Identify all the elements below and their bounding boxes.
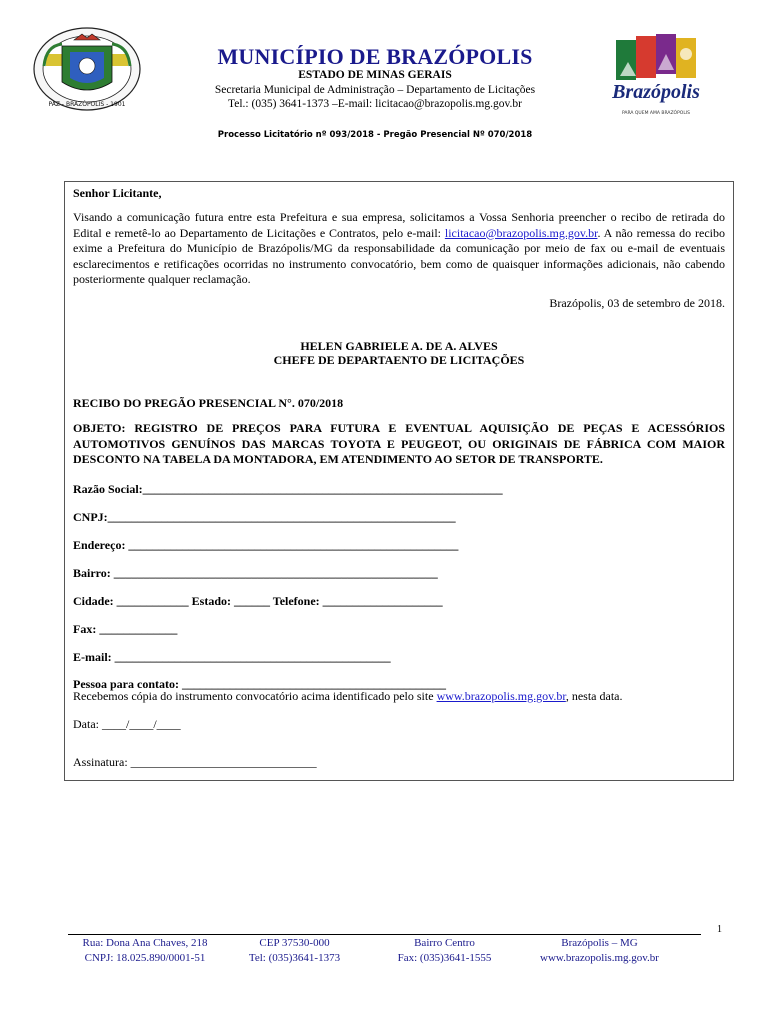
footer-city: Brazópolis – MG [561,937,638,949]
greeting: Senhor Licitante, [73,186,162,200]
bairro-field: Bairro: ______________________________________________________ [73,566,438,580]
paragraph-text-2: . A não remessa do recibo exime a Prefeitura do Município de Brazópolis/MG da responsabilidade da comunicação por meio de fax ou e-mail de eventuais esclarecimentos e retificações ocorridas no instrumento convocatório, bem como de quaisquer informações adicionais, não cabendo posteriormente qualquer reclamação. [73,225,725,286]
logo-wordmark: Brazópolis [612,81,700,103]
logo-tagline: PARA QUEM AMA BRAZÓPOLIS [621,111,691,116]
signature-field: Assinatura: _______________________________ [73,755,317,769]
copy-text-1: Recebemos cópia do instrumento convocatório acima identificado pelo site [73,689,437,703]
footer-site: www.brazopolis.mg.gov.br [540,951,659,964]
brazopolis-brand-logo [598,32,718,122]
footer-tel: Tel: (035)3641-1373 [248,951,341,964]
endereco-field: Endereço: _______________________________________________________ [73,538,459,552]
site-link[interactable]: www.brazopolis.mg.gov.br [436,689,566,703]
footer-column-bairro [382,936,507,965]
email-field: E-mail: ______________________________________________ [73,650,391,664]
email-link[interactable]: licitacao@brazopolis.mg.gov.br [444,225,598,240]
signer-role: CHEFE DE DEPARTAENTO DE LICITAÇÕES [273,353,525,367]
date-field: Data: ____/____/____ [73,717,181,731]
paragraph-text-1: Visando a comunicação futura entre esta Prefeitura e sua empresa, solicitamos a Vossa Senhoria preencher o recibo de retirada do Edital e remetê-lo ao Departamento de Licitações e Contratos, pelo e-mail: [73,210,725,240]
seal-text: PAZ - BRAZÓPOLIS - 1901 [48,101,126,108]
processo-line: Processo Licitatório nº 093/2018 - Pregão Presencial Nº 070/2018 [217,130,533,140]
footer-column-address [70,936,220,965]
secretaria-line: Secretaria Municipal de Administração – Departamento de Licitações [214,84,536,96]
footer-cep: CEP 37530-000 [259,937,330,949]
cidade-estado-telefone-field: Cidade: ____________ Estado: ______ Telefone: ____________________ [73,594,443,608]
footer-cnpj: CNPJ: 18.025.890/0001-51 [84,951,206,964]
footer-fax: Fax: (035)3641-1555 [397,951,492,964]
page-number: 1 [717,924,722,935]
cnpj-field: CNPJ:__________________________________________________________ [73,510,456,524]
footer-bairro: Bairro Centro [414,937,475,949]
footer-column-cep [232,936,357,965]
razao-social-field: Razão Social:____________________________________________________________ [73,482,503,496]
footer-column-city [527,936,672,965]
municipality-title: MUNICÍPIO DE BRAZÓPOLIS [217,44,533,69]
state-name: ESTADO DE MINAS GERAIS [298,69,452,81]
receipt-title: RECIBO DO PREGÃO PRESENCIAL N°. 070/2018 [73,396,344,410]
footer-address: Rua: Dona Ana Chaves, 218 [82,937,208,949]
signer-name: HELEN GABRIELE A. DE A. ALVES [300,339,498,353]
contact-line: Tel.: (035) 3641-1373 –E-mail: licitacao@brazopolis.mg.gov.br [228,98,522,110]
footer-divider [68,934,701,935]
copy-received-line [73,689,725,705]
date-place: Brazópolis, 03 de setembro de 2018. [549,296,725,310]
contact-person-field: Pessoa para contato: ____________________________________________ [73,677,446,691]
fax-field: Fax: _____________ [73,622,178,636]
receipt-objeto: OBJETO: REGISTRO DE PREÇOS PARA FUTURA E EVENTUAL AQUISIÇÃO DE PEÇAS E ACESSÓRIOS AUTOMOTIVOS GENUÍNOS DAS MARCAS TOYOTA E PEUGEOT, OU ORIGINAIS DE FÁBRICA COM MAIOR DESCONTO NA TABELA DA MONTADORA, EM ATENDIMENTO AO SETOR DE TRANSPORTE. [73,421,725,466]
copy-text-2: , nesta data. [565,689,623,703]
municipal-seal-logo [32,26,142,112]
letter-paragraph [73,210,725,288]
